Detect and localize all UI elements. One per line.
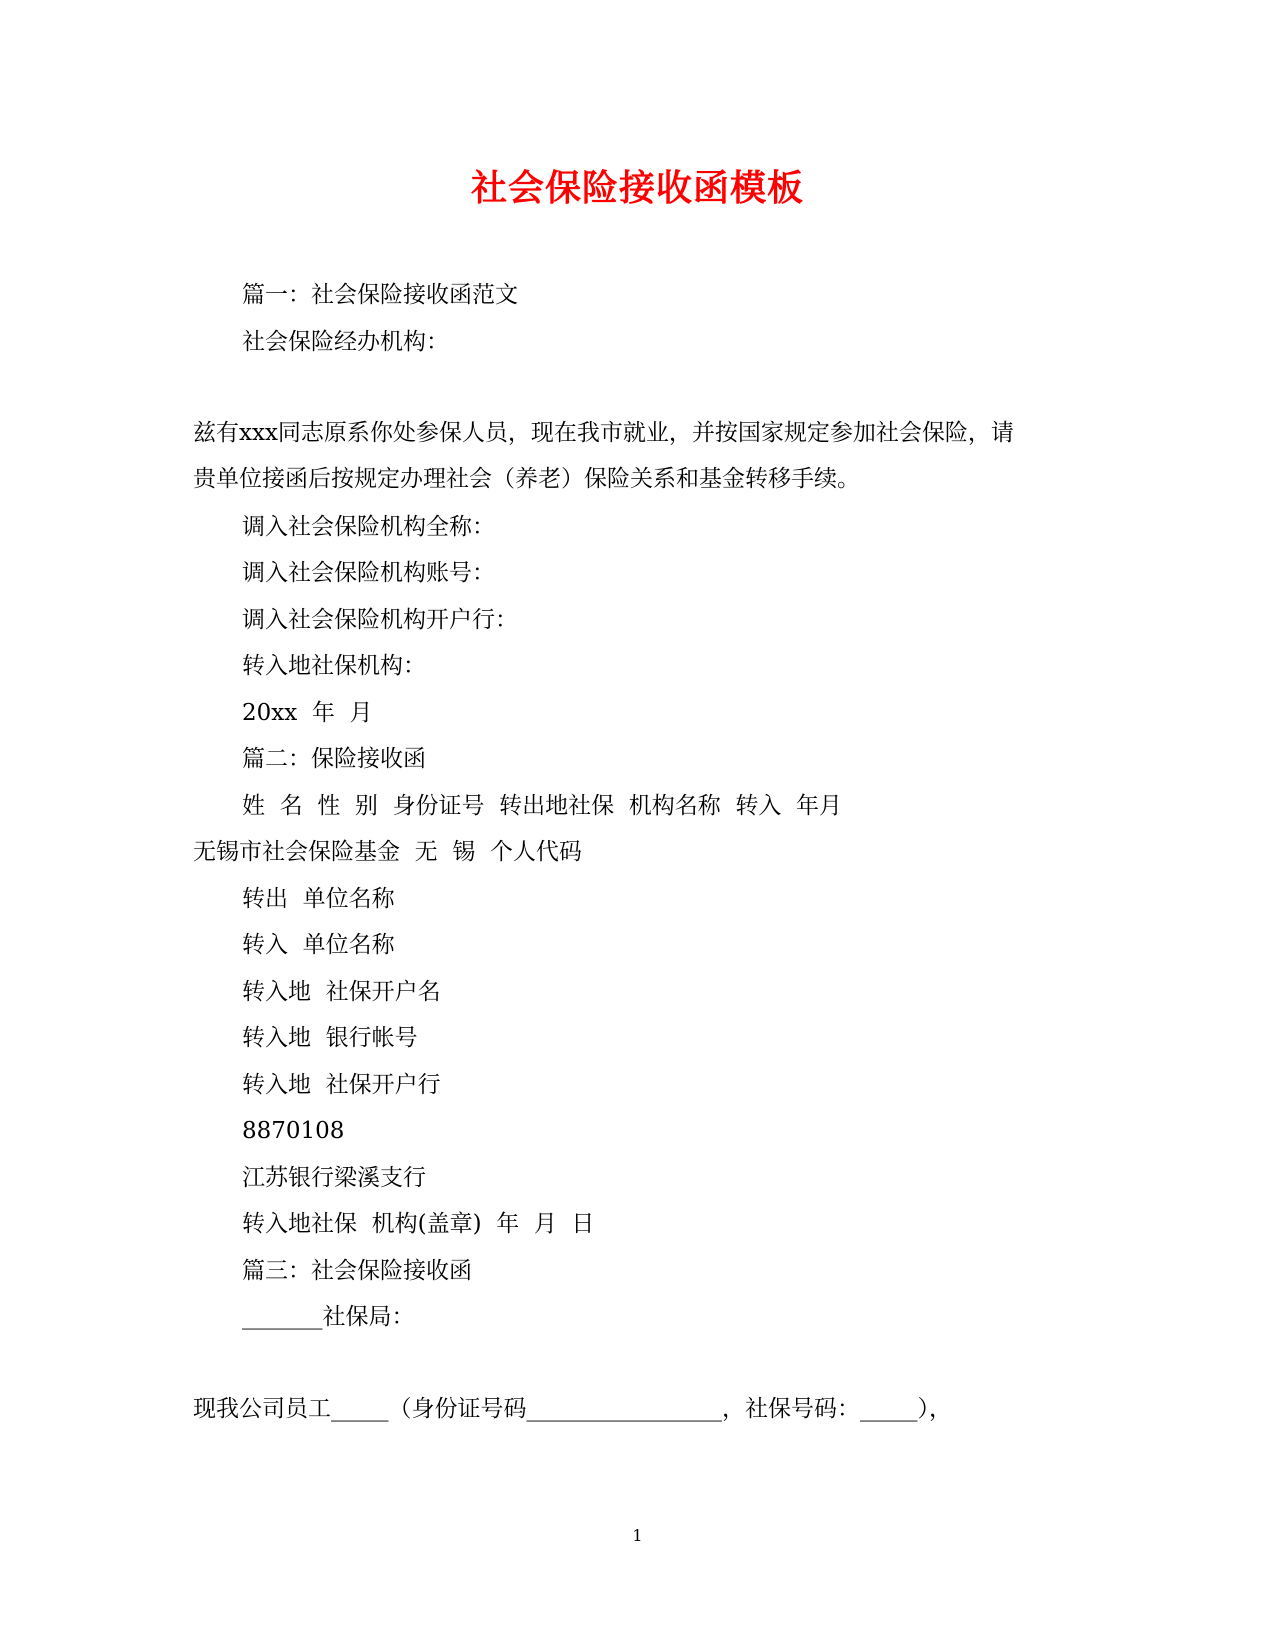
- field-incoming-unit: 转入 单位名称: [242, 932, 395, 958]
- addressee-line: 社会保险经办机构：: [242, 329, 449, 355]
- account-number: 8870108: [242, 1118, 345, 1144]
- body-paragraph-line-3: 现我公司员工_____（身份证号码_________________，社保号码：_____），: [193, 1396, 952, 1422]
- field-account-name: 转入地 社保开户名: [242, 979, 441, 1005]
- addressee-bureau: _______社保局：: [242, 1304, 415, 1330]
- field-institution-bank: 调入社会保险机构开户行：: [242, 607, 518, 633]
- table-row-fund: 无锡市社会保险基金 无 锡 个人代码: [193, 839, 582, 865]
- bank-name: 江苏银行梁溪支行: [242, 1165, 426, 1191]
- field-bank-account: 转入地 银行帐号: [242, 1025, 418, 1051]
- date-line: 20xx 年 月: [242, 700, 373, 726]
- section-heading-3: 篇三：社会保险接收函: [242, 1258, 472, 1284]
- body-paragraph-line-1: 兹有xxx同志原系你处参保人员，现在我市就业，并按国家规定参加社会保险，请: [193, 420, 1014, 446]
- field-bank-branch: 转入地 社保开户行: [242, 1072, 441, 1098]
- page-number: 1: [632, 1526, 643, 1545]
- field-institution-account: 调入社会保险机构账号：: [242, 560, 495, 586]
- section-heading-1: 篇一：社会保险接收函范文: [242, 282, 518, 308]
- field-outgoing-unit: 转出 单位名称: [242, 886, 395, 912]
- body-paragraph-line-2: 贵单位接函后按规定办理社会（养老）保险关系和基金转移手续。: [193, 466, 860, 492]
- document-title: 社会保险接收函模板: [470, 167, 804, 209]
- table-header-line: 姓 名 性 别 身份证号 转出地社保 机构名称 转入 年月: [242, 793, 842, 819]
- section-heading-2: 篇二：保险接收函: [242, 746, 426, 772]
- field-receiving-institution: 转入地社保机构：: [242, 653, 426, 679]
- seal-date-line: 转入地社保 机构(盖章) 年 月 日: [242, 1211, 595, 1237]
- field-institution-name: 调入社会保险机构全称：: [242, 514, 495, 540]
